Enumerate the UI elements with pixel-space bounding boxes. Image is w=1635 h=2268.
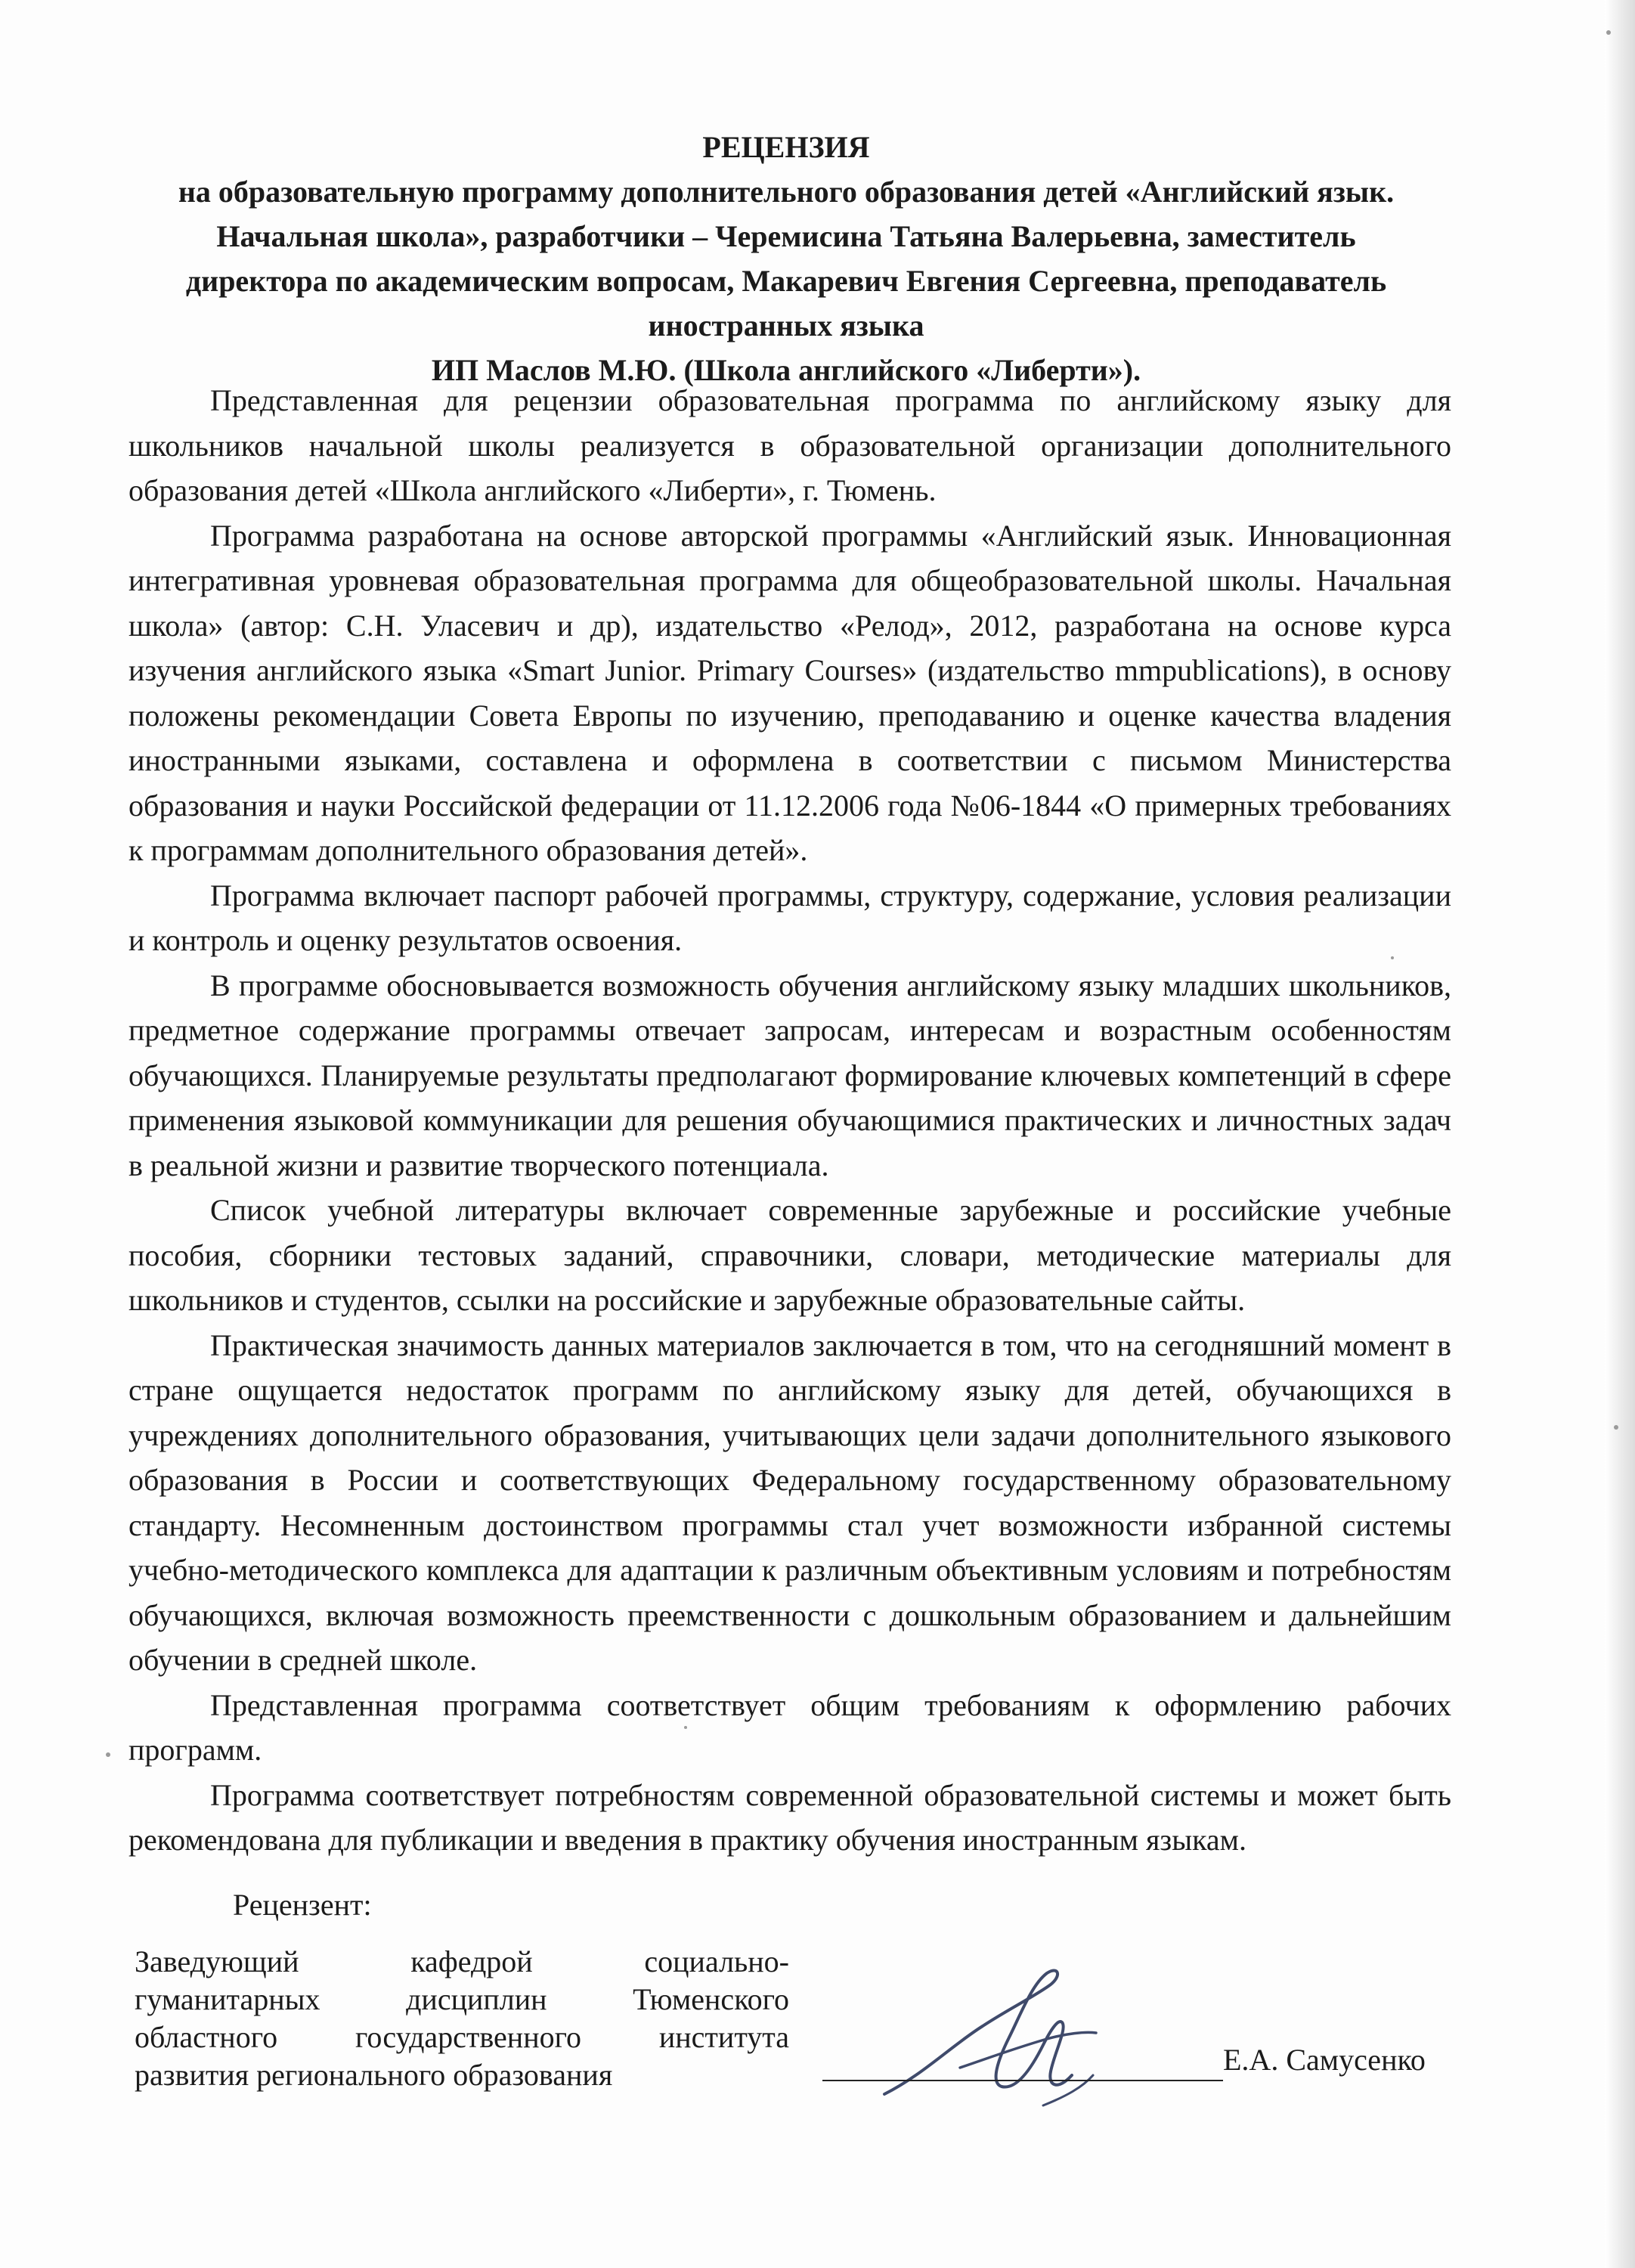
body-paragraph: Программа соответствует потребностям современной образовательной системы и может быть рекомендована для публикации и введения в практику обучения иностранным языкам. xyxy=(129,1777,1451,1857)
body-paragraph: Практическая значимость данных материалов заключается в том, что на сегодняшний момент в стране ощущается недостаток программ по английскому языку для детей, обучающихся в учреждениях дополнительного образования, учитывающих цели задачи дополнительного языкового образования в России и соответствующих Федеральному государственному образовательному стандарту. Несомненным достоинством программы стал учет возможности избранной системы учебно-методического комплекса для адаптации к различным объективным условиям и потребностям обучающихся, включая возможность преемственности с дошкольным образованием и дальнейшим обучении в средней школе. xyxy=(129,1328,1451,1677)
signature-stroke xyxy=(884,1970,1072,2094)
signature-stroke xyxy=(960,2032,1096,2068)
document-header xyxy=(113,125,1459,392)
header-line: директора по академическим вопросам, Макаревич Евгения Сергеевна, преподаватель xyxy=(185,264,1387,298)
body-paragraph: Программа включает паспорт рабочей программы, структуру, содержание, условия реализации и контроль и оценку результатов освоения. xyxy=(129,878,1451,957)
header-line: Начальная школа», разработчики – Черемисина Татьяна Валерьевна, заместитель xyxy=(216,219,1356,253)
scan-edge-shadow xyxy=(1605,0,1635,2268)
scan-speck xyxy=(1606,30,1611,35)
reviewer-position-line: областного государственного института xyxy=(135,2020,789,2054)
header-line: ИП Маслов М.Ю. (Школа английского «Либерти»). xyxy=(431,353,1141,387)
reviewer-position xyxy=(135,1943,789,2094)
scan-speck xyxy=(1614,1425,1618,1430)
signature-line xyxy=(822,2080,1223,2081)
body-paragraph: Программа разработана на основе авторской программы «Английский язык. Инновационная интегративная уровневая образовательная программа для общеобразовательной школы. Начальная школа» (автор: С.Н. Уласевич и др), издательство «Релод», 2012, разработана на основе курса изучения английского языка «Smart Junior. Primary Courses» (издательство mmpublications), в основу положены рекомендации Совета Европы по изучению, преподаванию и оценке качества владения иностранными языками, составлена и оформлена в соответствии с письмом Министерства образования и науки Российской федерации от 11.12.2006 года №06-1844 «О примерных требованиях к программам дополнительного образования детей». xyxy=(129,518,1451,867)
body-paragraph: Представленная для рецензии образовательная программа по английскому языку для школьников начальной школы реализуется в образовательной организации дополнительного образования детей «Школа английского «Либерти», г. Тюмень. xyxy=(129,383,1451,507)
scan-speck xyxy=(106,1752,110,1757)
body-paragraph: Представленная программа соответствует общим требованиям к оформлению рабочих программ. xyxy=(129,1687,1451,1767)
body-paragraph: В программе обосновывается возможность обучения английскому языку младших школьников, предметное содержание программы отвечает запросам, интересам и возрастным особенностям обучающихся. Планируемые результаты предполагают формирование ключевых компетенций в сфере применения языковой коммуникации для решения обучающимися практических и личностных задач в реальной жизни и развитие творческого потенциала. xyxy=(129,968,1451,1182)
reviewer-position-line: развития регионального образования xyxy=(135,2058,613,2092)
reviewer-label: Рецензент: xyxy=(233,1888,372,1922)
reviewer-position-line: Заведующий кафедрой социально- xyxy=(135,1944,789,1978)
header-line: иностранных языка xyxy=(648,308,924,342)
header-line: на образовательную программу дополнительного образования детей «Английский язык. xyxy=(178,175,1395,209)
handwritten-signature xyxy=(869,1954,1119,2128)
body-paragraph: Список учебной литературы включает современные зарубежные и российские учебные пособия, сборники тестовых заданий, справочники, словари, методические материалы для школьников и студентов, ссылки на российские и зарубежные образовательные сайты. xyxy=(129,1193,1451,1317)
reviewer-position-line: гуманитарных дисциплин Тюменского xyxy=(135,1982,789,2016)
document-body xyxy=(129,378,1451,1863)
document-title: РЕЦЕНЗИЯ xyxy=(702,130,870,164)
reviewer-name: Е.А. Самусенко xyxy=(1223,2043,1426,2077)
